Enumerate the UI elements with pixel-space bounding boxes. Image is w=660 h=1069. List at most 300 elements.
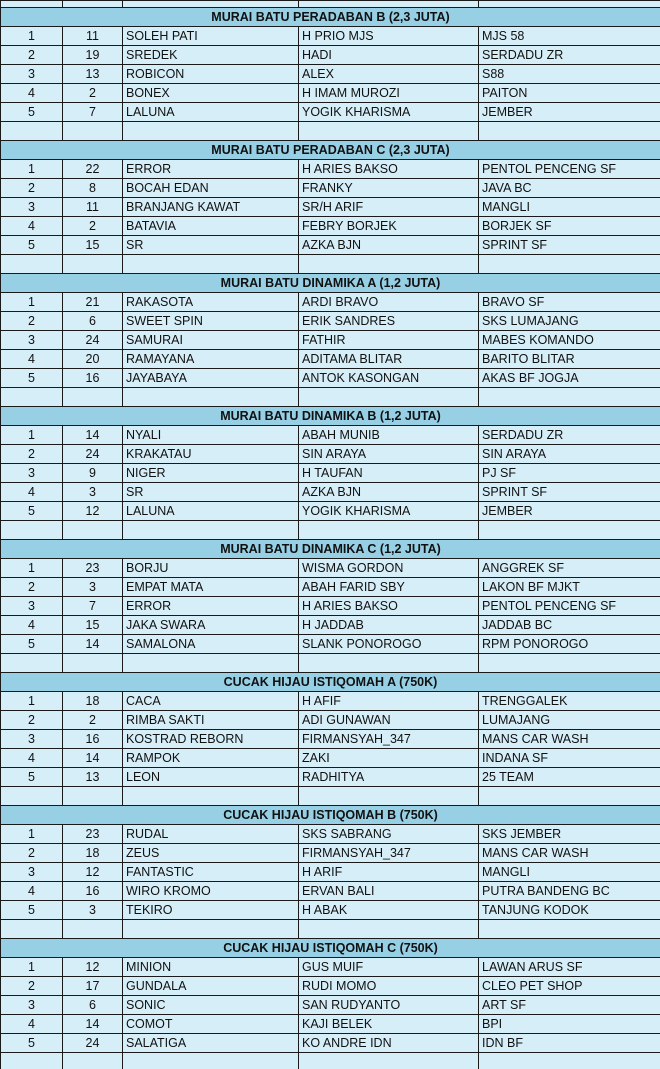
table-row xyxy=(1,198,660,217)
number-cell: 2 xyxy=(63,84,123,103)
number-cell: 3 xyxy=(63,483,123,502)
table-row xyxy=(1,749,660,768)
rank-cell: 3 xyxy=(1,198,63,217)
table-row xyxy=(1,711,660,730)
table-row xyxy=(1,84,660,103)
owner-cell: AZKA BJN xyxy=(299,483,479,502)
owner-cell: RADHITYA xyxy=(299,768,479,787)
rank-cell: 2 xyxy=(1,578,63,597)
rank-cell: 1 xyxy=(1,27,63,46)
empty-cell xyxy=(63,255,123,274)
bird-name-cell: SR xyxy=(123,236,299,255)
section-header-row xyxy=(1,274,660,293)
bird-name-cell: SAMALONA xyxy=(123,635,299,654)
table-row xyxy=(1,559,660,578)
rank-cell: 5 xyxy=(1,901,63,920)
team-cell: MANS CAR WASH xyxy=(479,844,660,863)
table-row xyxy=(1,331,660,350)
empty-cell xyxy=(1,1053,63,1069)
rank-cell: 3 xyxy=(1,65,63,84)
bird-name-cell: ZEUS xyxy=(123,844,299,863)
rank-cell: 3 xyxy=(1,996,63,1015)
rank-cell: 3 xyxy=(1,464,63,483)
number-cell: 2 xyxy=(63,711,123,730)
table-row xyxy=(1,502,660,521)
number-cell: 24 xyxy=(63,1034,123,1053)
bird-name-cell: MINION xyxy=(123,958,299,977)
rank-cell: 5 xyxy=(1,369,63,388)
rank-cell: 5 xyxy=(1,635,63,654)
rank-cell: 3 xyxy=(1,331,63,350)
team-cell: BRAVO SF xyxy=(479,293,660,312)
table-row xyxy=(1,1034,660,1053)
number-cell: 22 xyxy=(63,160,123,179)
spacer-row xyxy=(1,521,660,540)
owner-cell: ZAKI xyxy=(299,749,479,768)
team-cell: JAVA BC xyxy=(479,179,660,198)
team-cell: BPI xyxy=(479,1015,660,1034)
bird-name-cell: RUDAL xyxy=(123,825,299,844)
empty-cell xyxy=(1,787,63,806)
number-cell: 12 xyxy=(63,958,123,977)
rank-cell: 3 xyxy=(1,863,63,882)
empty-cell xyxy=(299,920,479,939)
section-header-row xyxy=(1,806,660,825)
team-cell: INDANA SF xyxy=(479,749,660,768)
number-cell: 7 xyxy=(63,103,123,122)
bird-name-cell: TEKIRO xyxy=(123,901,299,920)
team-cell: PJ SF xyxy=(479,464,660,483)
owner-cell: FEBRY BORJEK xyxy=(299,217,479,236)
team-cell: RPM PONOROGO xyxy=(479,635,660,654)
team-cell: ANGGREK SF xyxy=(479,559,660,578)
bird-name-cell: SAMURAI xyxy=(123,331,299,350)
team-cell: MANS CAR WASH xyxy=(479,730,660,749)
empty-cell xyxy=(123,521,299,540)
table-row xyxy=(1,597,660,616)
empty-cell xyxy=(123,920,299,939)
bird-name-cell: GUNDALA xyxy=(123,977,299,996)
rank-cell: 1 xyxy=(1,160,63,179)
rank-cell: 5 xyxy=(1,103,63,122)
bird-name-cell: NIGER xyxy=(123,464,299,483)
section-header-row xyxy=(1,141,660,160)
empty-cell xyxy=(1,388,63,407)
team-cell: ART SF xyxy=(479,996,660,1015)
table-row xyxy=(1,882,660,901)
section-header-row xyxy=(1,673,660,692)
number-cell: 6 xyxy=(63,312,123,331)
bird-name-cell: BORJU xyxy=(123,559,299,578)
bird-name-cell: BONEX xyxy=(123,84,299,103)
rank-cell: 4 xyxy=(1,217,63,236)
empty-cell xyxy=(299,521,479,540)
owner-cell: FIRMANSYAH_347 xyxy=(299,730,479,749)
rank-cell: 5 xyxy=(1,236,63,255)
table-row xyxy=(1,483,660,502)
owner-cell: RUDI MOMO xyxy=(299,977,479,996)
number-cell: 21 xyxy=(63,293,123,312)
owner-cell: H ARIES BAKSO xyxy=(299,597,479,616)
empty-cell xyxy=(299,1053,479,1069)
spacer-row xyxy=(1,654,660,673)
bird-name-cell: JAYABAYA xyxy=(123,369,299,388)
number-cell: 13 xyxy=(63,65,123,84)
owner-cell: ARDI BRAVO xyxy=(299,293,479,312)
number-cell: 6 xyxy=(63,996,123,1015)
section-header-row xyxy=(1,939,660,958)
table-row xyxy=(1,958,660,977)
empty-cell xyxy=(299,122,479,141)
bird-name-cell: CACA xyxy=(123,692,299,711)
empty-cell xyxy=(1,122,63,141)
number-cell: 12 xyxy=(63,502,123,521)
empty-cell xyxy=(63,521,123,540)
section-header-row xyxy=(1,8,660,27)
number-cell: 23 xyxy=(63,825,123,844)
empty-cell xyxy=(63,920,123,939)
number-cell: 12 xyxy=(63,863,123,882)
owner-cell: SAN RUDYANTO xyxy=(299,996,479,1015)
empty-cell xyxy=(1,654,63,673)
owner-cell: AZKA BJN xyxy=(299,236,479,255)
number-cell: 17 xyxy=(63,977,123,996)
team-cell: PENTOL PENCENG SF xyxy=(479,597,660,616)
table-row xyxy=(1,426,660,445)
rank-cell: 4 xyxy=(1,882,63,901)
bird-name-cell: ERROR xyxy=(123,597,299,616)
number-cell: 14 xyxy=(63,1015,123,1034)
team-cell: JEMBER xyxy=(479,103,660,122)
section-title: CUCAK HIJAU ISTIQOMAH B (750K) xyxy=(1,806,660,825)
team-cell: CLEO PET SHOP xyxy=(479,977,660,996)
table-row xyxy=(1,217,660,236)
spacer-row xyxy=(1,388,660,407)
rank-cell: 5 xyxy=(1,768,63,787)
bird-name-cell: SONIC xyxy=(123,996,299,1015)
spacer-row xyxy=(1,920,660,939)
team-cell: JADDAB BC xyxy=(479,616,660,635)
table-row xyxy=(1,635,660,654)
team-cell: TRENGGALEK xyxy=(479,692,660,711)
owner-cell: SLANK PONOROGO xyxy=(299,635,479,654)
bird-name-cell: COMOT xyxy=(123,1015,299,1034)
number-cell: 16 xyxy=(63,882,123,901)
bird-name-cell: BOCAH EDAN xyxy=(123,179,299,198)
team-cell: SPRINT SF xyxy=(479,483,660,502)
table-row xyxy=(1,768,660,787)
team-cell: LAKON BF MJKT xyxy=(479,578,660,597)
table-row xyxy=(1,65,660,84)
number-cell: 2 xyxy=(63,217,123,236)
number-cell: 3 xyxy=(63,901,123,920)
team-cell: AKAS BF JOGJA xyxy=(479,369,660,388)
team-cell: MABES KOMANDO xyxy=(479,331,660,350)
table-row xyxy=(1,103,660,122)
empty-cell xyxy=(63,388,123,407)
rank-cell: 2 xyxy=(1,445,63,464)
number-cell: 18 xyxy=(63,844,123,863)
number-cell: 3 xyxy=(63,578,123,597)
table-row xyxy=(1,312,660,331)
table-row xyxy=(1,293,660,312)
rank-cell: 4 xyxy=(1,749,63,768)
number-cell: 14 xyxy=(63,749,123,768)
team-cell: LUMAJANG xyxy=(479,711,660,730)
table-row xyxy=(1,578,660,597)
empty-cell xyxy=(299,255,479,274)
owner-cell: FRANKY xyxy=(299,179,479,198)
empty-cell xyxy=(63,787,123,806)
rank-cell: 5 xyxy=(1,502,63,521)
rank-cell: 1 xyxy=(1,426,63,445)
team-cell: SERDADU ZR xyxy=(479,426,660,445)
empty-cell xyxy=(479,787,660,806)
empty-cell xyxy=(299,654,479,673)
bird-name-cell: ERROR xyxy=(123,160,299,179)
rank-cell: 3 xyxy=(1,730,63,749)
number-cell: 14 xyxy=(63,635,123,654)
empty-cell xyxy=(479,1053,660,1069)
owner-cell: ERIK SANDRES xyxy=(299,312,479,331)
rank-cell: 2 xyxy=(1,977,63,996)
empty-cell xyxy=(479,521,660,540)
owner-cell: H ABAK xyxy=(299,901,479,920)
rank-cell: 4 xyxy=(1,350,63,369)
bird-name-cell: LALUNA xyxy=(123,103,299,122)
table-row xyxy=(1,445,660,464)
owner-cell: ABAH FARID SBY xyxy=(299,578,479,597)
owner-cell: YOGIK KHARISMA xyxy=(299,502,479,521)
number-cell: 11 xyxy=(63,198,123,217)
bird-name-cell: RAKASOTA xyxy=(123,293,299,312)
empty-cell xyxy=(479,1,660,8)
empty-cell xyxy=(63,1053,123,1069)
team-cell: LAWAN ARUS SF xyxy=(479,958,660,977)
owner-cell: ABAH MUNIB xyxy=(299,426,479,445)
owner-cell: SR/H ARIF xyxy=(299,198,479,217)
team-cell: PUTRA BANDENG BC xyxy=(479,882,660,901)
rank-cell: 2 xyxy=(1,312,63,331)
team-cell: BARITO BLITAR xyxy=(479,350,660,369)
bird-name-cell: RAMPOK xyxy=(123,749,299,768)
spacer-row xyxy=(1,787,660,806)
empty-cell xyxy=(123,1,299,8)
owner-cell: H TAUFAN xyxy=(299,464,479,483)
empty-cell xyxy=(299,787,479,806)
bird-name-cell: SWEET SPIN xyxy=(123,312,299,331)
spacer-row xyxy=(1,255,660,274)
bird-name-cell: BATAVIA xyxy=(123,217,299,236)
number-cell: 7 xyxy=(63,597,123,616)
bird-name-cell: ROBICON xyxy=(123,65,299,84)
empty-cell xyxy=(1,1,63,8)
owner-cell: ADI GUNAWAN xyxy=(299,711,479,730)
team-cell: PAITON xyxy=(479,84,660,103)
spacer-row xyxy=(1,1,660,8)
section-title: MURAI BATU DINAMIKA C (1,2 JUTA) xyxy=(1,540,660,559)
table-row xyxy=(1,692,660,711)
team-cell: S88 xyxy=(479,65,660,84)
team-cell: SKS JEMBER xyxy=(479,825,660,844)
section-title: CUCAK HIJAU ISTIQOMAH C (750K) xyxy=(1,939,660,958)
team-cell: SPRINT SF xyxy=(479,236,660,255)
table-row xyxy=(1,977,660,996)
bird-name-cell: SREDEK xyxy=(123,46,299,65)
table-row xyxy=(1,996,660,1015)
owner-cell: H IMAM MUROZI xyxy=(299,84,479,103)
team-cell: SKS LUMAJANG xyxy=(479,312,660,331)
number-cell: 15 xyxy=(63,236,123,255)
bird-name-cell: KRAKATAU xyxy=(123,445,299,464)
number-cell: 13 xyxy=(63,768,123,787)
owner-cell: KAJI BELEK xyxy=(299,1015,479,1034)
rank-cell: 2 xyxy=(1,179,63,198)
rank-cell: 2 xyxy=(1,711,63,730)
bird-name-cell: JAKA SWARA xyxy=(123,616,299,635)
section-title: CUCAK HIJAU ISTIQOMAH A (750K) xyxy=(1,673,660,692)
rank-cell: 4 xyxy=(1,616,63,635)
bird-name-cell: RAMAYANA xyxy=(123,350,299,369)
rank-cell: 2 xyxy=(1,844,63,863)
table-row xyxy=(1,863,660,882)
rank-cell: 4 xyxy=(1,483,63,502)
team-cell: IDN BF xyxy=(479,1034,660,1053)
team-cell: TANJUNG KODOK xyxy=(479,901,660,920)
owner-cell: ANTOK KASONGAN xyxy=(299,369,479,388)
owner-cell: SIN ARAYA xyxy=(299,445,479,464)
team-cell: MANGLI xyxy=(479,198,660,217)
team-cell: BORJEK SF xyxy=(479,217,660,236)
empty-cell xyxy=(479,122,660,141)
bird-name-cell: BRANJANG KAWAT xyxy=(123,198,299,217)
spacer-row xyxy=(1,122,660,141)
section-header-row xyxy=(1,540,660,559)
table-row xyxy=(1,844,660,863)
empty-cell xyxy=(1,255,63,274)
bird-name-cell: SOLEH PATI xyxy=(123,27,299,46)
section-title: MURAI BATU PERADABAN B (2,3 JUTA) xyxy=(1,8,660,27)
number-cell: 23 xyxy=(63,559,123,578)
empty-cell xyxy=(63,122,123,141)
bird-name-cell: SR xyxy=(123,483,299,502)
owner-cell: H ARIES BAKSO xyxy=(299,160,479,179)
empty-cell xyxy=(123,654,299,673)
team-cell: JEMBER xyxy=(479,502,660,521)
empty-cell xyxy=(123,1053,299,1069)
number-cell: 14 xyxy=(63,426,123,445)
section-header-row xyxy=(1,407,660,426)
number-cell: 16 xyxy=(63,730,123,749)
owner-cell: H AFIF xyxy=(299,692,479,711)
owner-cell: WISMA GORDON xyxy=(299,559,479,578)
owner-cell: ERVAN BALI xyxy=(299,882,479,901)
owner-cell: H PRIO MJS xyxy=(299,27,479,46)
owner-cell: HADI xyxy=(299,46,479,65)
owner-cell: ALEX xyxy=(299,65,479,84)
empty-cell xyxy=(123,255,299,274)
empty-cell xyxy=(299,388,479,407)
empty-cell xyxy=(479,920,660,939)
empty-cell xyxy=(123,388,299,407)
table-row xyxy=(1,236,660,255)
team-cell: 25 TEAM xyxy=(479,768,660,787)
rank-cell: 4 xyxy=(1,1015,63,1034)
number-cell: 19 xyxy=(63,46,123,65)
number-cell: 11 xyxy=(63,27,123,46)
empty-cell xyxy=(63,654,123,673)
table-row xyxy=(1,901,660,920)
owner-cell: GUS MUIF xyxy=(299,958,479,977)
owner-cell: FATHIR xyxy=(299,331,479,350)
rank-cell: 3 xyxy=(1,597,63,616)
rank-cell: 2 xyxy=(1,46,63,65)
team-cell: MANGLI xyxy=(479,863,660,882)
number-cell: 15 xyxy=(63,616,123,635)
empty-cell xyxy=(479,654,660,673)
spacer-row xyxy=(1,1053,660,1069)
empty-cell xyxy=(1,521,63,540)
rank-cell: 1 xyxy=(1,692,63,711)
rank-cell: 5 xyxy=(1,1034,63,1053)
number-cell: 8 xyxy=(63,179,123,198)
bird-name-cell: FANTASTIC xyxy=(123,863,299,882)
table-row xyxy=(1,46,660,65)
number-cell: 18 xyxy=(63,692,123,711)
bird-name-cell: RIMBA SAKTI xyxy=(123,711,299,730)
owner-cell: H ARIF xyxy=(299,863,479,882)
owner-cell: KO ANDRE IDN xyxy=(299,1034,479,1053)
bird-name-cell: WIRO KROMO xyxy=(123,882,299,901)
owner-cell: FIRMANSYAH_347 xyxy=(299,844,479,863)
table-row xyxy=(1,464,660,483)
number-cell: 20 xyxy=(63,350,123,369)
team-cell: SERDADU ZR xyxy=(479,46,660,65)
bird-name-cell: SALATIGA xyxy=(123,1034,299,1053)
owner-cell: H JADDAB xyxy=(299,616,479,635)
table-row xyxy=(1,179,660,198)
rank-cell: 1 xyxy=(1,559,63,578)
bird-name-cell: EMPAT MATA xyxy=(123,578,299,597)
section-title: MURAI BATU PERADABAN C (2,3 JUTA) xyxy=(1,141,660,160)
bird-name-cell: LALUNA xyxy=(123,502,299,521)
table-row xyxy=(1,27,660,46)
empty-cell xyxy=(123,787,299,806)
section-title: MURAI BATU DINAMIKA A (1,2 JUTA) xyxy=(1,274,660,293)
empty-cell xyxy=(63,1,123,8)
rank-cell: 1 xyxy=(1,958,63,977)
team-cell: MJS 58 xyxy=(479,27,660,46)
number-cell: 9 xyxy=(63,464,123,483)
table-row xyxy=(1,730,660,749)
rank-cell: 4 xyxy=(1,84,63,103)
table-row xyxy=(1,616,660,635)
team-cell: PENTOL PENCENG SF xyxy=(479,160,660,179)
number-cell: 24 xyxy=(63,445,123,464)
empty-cell xyxy=(123,122,299,141)
owner-cell: YOGIK KHARISMA xyxy=(299,103,479,122)
owner-cell: ADITAMA BLITAR xyxy=(299,350,479,369)
table-row xyxy=(1,350,660,369)
bird-name-cell: LEON xyxy=(123,768,299,787)
empty-cell xyxy=(479,388,660,407)
table-row xyxy=(1,160,660,179)
bird-name-cell: KOSTRAD REBORN xyxy=(123,730,299,749)
owner-cell: SKS SABRANG xyxy=(299,825,479,844)
empty-cell xyxy=(479,255,660,274)
empty-cell xyxy=(1,920,63,939)
table-row xyxy=(1,369,660,388)
